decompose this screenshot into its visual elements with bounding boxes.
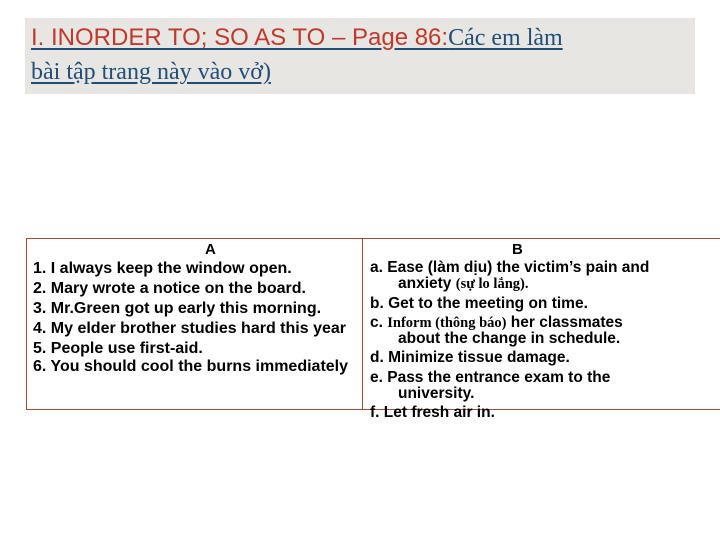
column-a-item-2: 2. Mary wrote a notice on the board. [33,280,306,297]
column-a-item-4: 4. My elder brother studies hard this year [33,320,346,337]
title-line-1 [31,23,563,53]
column-divider [362,238,363,410]
column-b-item-e: e. Pass the entrance exam to the [370,369,611,386]
column-b-item-b: b. Get to the meeting on time. [370,295,588,312]
column-a-item-3: 3. Mr.Green got up early this morning. [33,300,322,317]
column-b-item-c-text: her classmates [506,314,623,331]
column-b-item-a-cont [398,276,528,292]
column-b-item-d: d. Minimize tissue damage. [370,349,570,366]
title-heading: I. INORDER TO; SO AS TO – Page 86: [31,24,449,51]
column-a-header: A [205,241,216,258]
column-a-item-6: 6. You should cool the burns immediately [33,358,349,375]
column-b-item-c-note: Inform (thông báo) [387,315,507,331]
column-a [33,241,362,391]
title-banner [25,18,695,94]
column-b-item-a-note: (sự lo lắng). [455,276,529,292]
title-instruction-cont: bài tập trang này vào vở) [31,59,271,85]
column-b-item-c-cont: about the change in schedule. [398,330,621,347]
column-b-item-c [370,315,623,331]
title-instruction: Các em làm [448,25,563,51]
column-b-item-c-lead: c. [370,314,388,331]
column-b-header: B [512,241,523,258]
column-a-item-1: 1. I always keep the window open. [33,260,292,277]
column-b-item-a: a. Ease (làm dịu) the victim’s pain and [370,259,650,276]
column-b-item-a-cont-text: anxiety [398,275,456,292]
column-a-item-5: 5. People use first-aid. [33,340,203,357]
column-b [370,241,720,421]
title-line-2 [31,57,271,87]
column-b-item-e-cont: university. [398,385,475,402]
column-b-item-f: f. Let fresh air in. [370,404,495,421]
